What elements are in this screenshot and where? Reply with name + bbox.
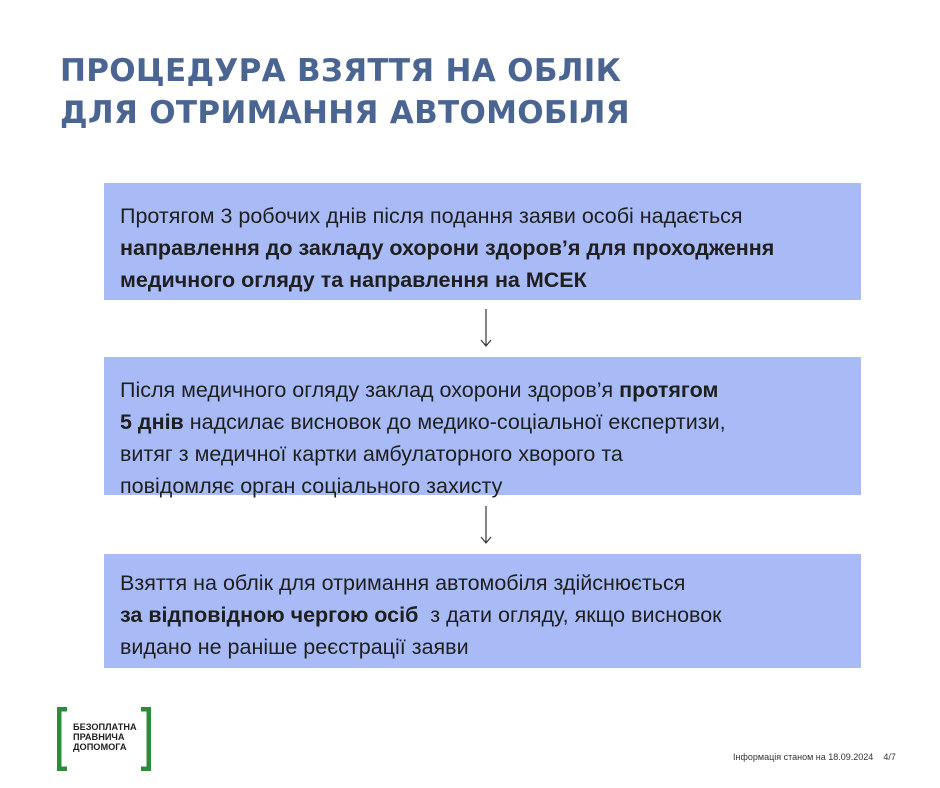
step-3-text xyxy=(120,567,845,663)
step-2-line-4: повідомляє орган соціального захисту xyxy=(120,474,503,498)
step-3-line-3: видано не раніше реєстрації заяви xyxy=(120,635,469,659)
legal-aid-logo xyxy=(57,707,151,771)
title-line-2: ДЛЯ ОТРИМАННЯ АВТОМОБІЛЯ xyxy=(60,95,630,131)
step-2-bold-1: протягом xyxy=(619,378,719,402)
step-1-line-1: Протягом 3 робочих днів після подання заяви особі надається xyxy=(120,204,743,228)
step-3-line-2: з дати огляду, якщо висновок xyxy=(418,603,722,627)
logo-text xyxy=(73,722,137,752)
step-3-line-1: Взяття на облік для отримання автомобіля здійснюється xyxy=(120,571,686,595)
step-2-line-1: Після медичного огляду заклад охорони здоров’я xyxy=(120,378,620,402)
page-title xyxy=(60,50,630,134)
step-1-bold-2: медичного огляду та направлення на МСЕК xyxy=(120,268,587,292)
step-3-bold-1: за відповідною чергою осіб xyxy=(120,603,419,627)
step-2-box xyxy=(104,357,861,498)
footer xyxy=(733,752,896,762)
step-3-box xyxy=(104,554,861,668)
step-2-text xyxy=(120,374,845,502)
step-1-box xyxy=(104,183,861,300)
logo-text-line: ПРАВНИЧА xyxy=(73,732,125,742)
title-line-1: ПРОЦЕДУРА ВЗЯТТЯ НА ОБЛІК xyxy=(60,53,622,89)
footer-info: Інформація станом на 18.09.2024 xyxy=(733,752,874,762)
logo-text-line: ДОПОМОГА xyxy=(73,742,127,752)
down-arrow-icon xyxy=(476,308,496,348)
down-arrow-icon xyxy=(476,505,496,545)
logo-text-line: БЕЗОПЛАТНА xyxy=(73,722,137,732)
step-2-line-2: надсилає висновок до медико-соціальної експертизи, xyxy=(183,410,726,434)
step-2-line-3: витяг з медичної картки амбулаторного хворого та xyxy=(120,442,623,466)
page-number: 4/7 xyxy=(883,752,896,762)
step-2-bold-2: 5 днів xyxy=(120,410,184,434)
step-1-bold-1: направлення до закладу охорони здоров’я для проходження xyxy=(120,236,775,260)
step-1-text xyxy=(120,200,845,296)
